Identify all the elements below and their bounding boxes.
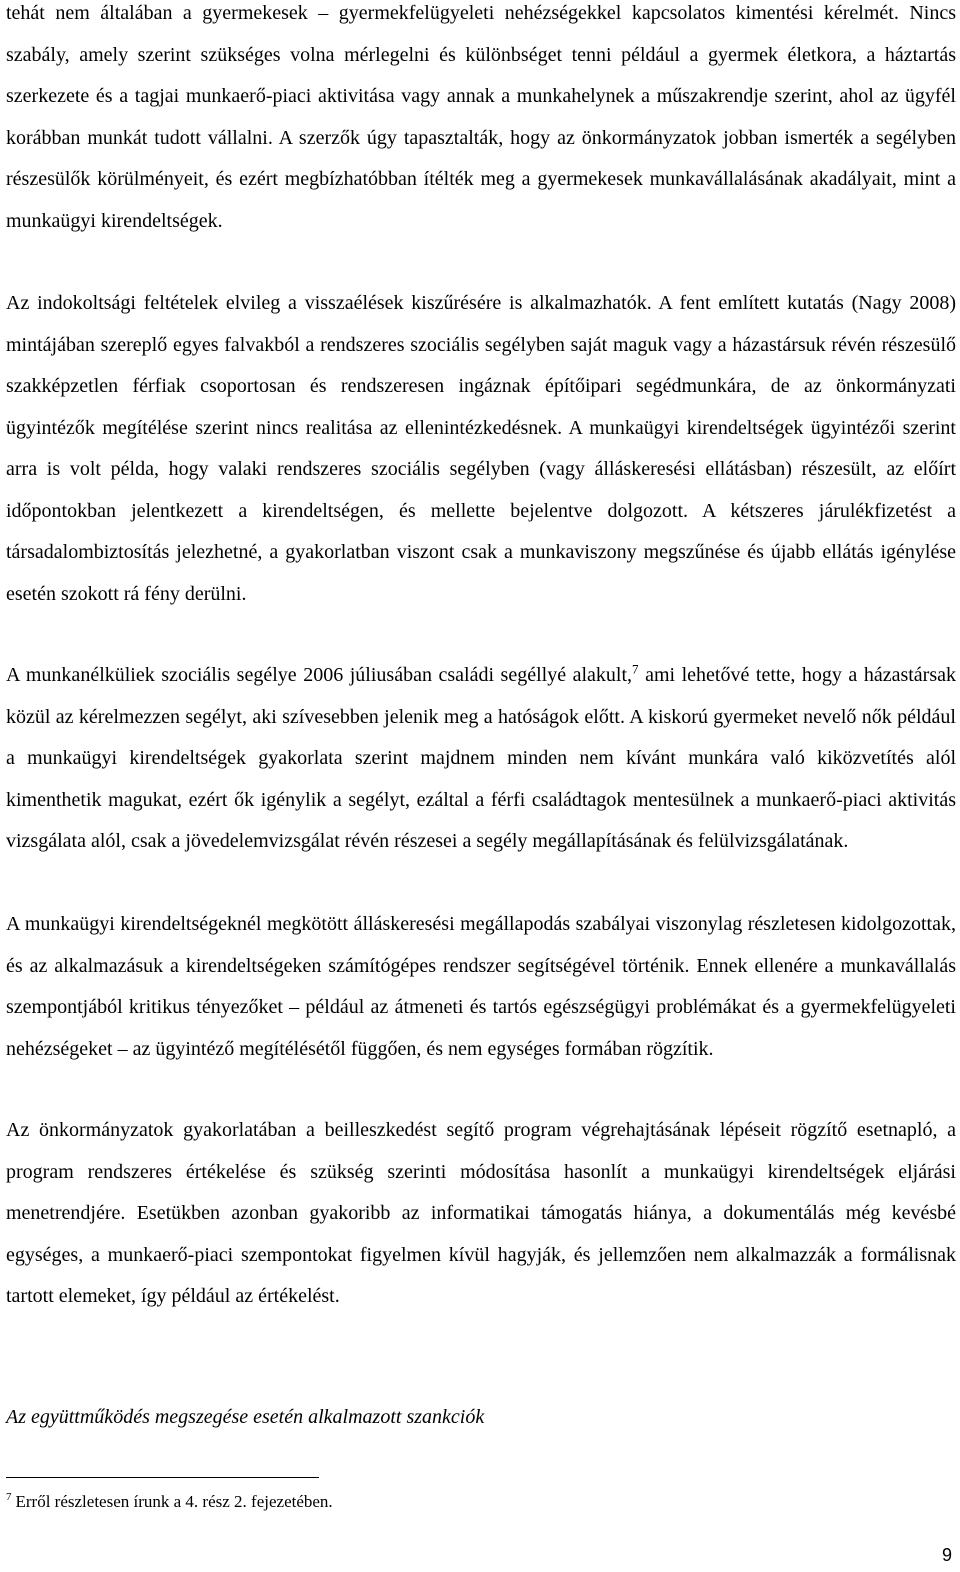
paragraph-3-text-start: A munkanélküliek szociális segélye 2006 júliusában családi segéllyé alakult, [6, 664, 633, 686]
page-number: 9 [941, 1545, 952, 1565]
footnote-separator [6, 1477, 319, 1478]
section-heading: Az együttműködés megszegése esetén alkalmazott szankciók [6, 1406, 485, 1428]
body-paragraph-2: Az indokoltsági feltételek elvileg a visszaélések kiszűrésére is alkalmazhatók. A fent említett kutatás (Nagy 2008) mintájában szereplő egyes falvakból a rendszeres szociális segélyben saját maguk vagy a házastársuk révén részesülő szakképzetlen férfiak csoportosan és rendszeresen ingáznak építőipari segédmunkára, de az önkormányzati ügyintézők megítélése szerint nincs realitása az ellenintézkedésnek. A munkaügyi kirendeltségek ügyintézői szerint arra is volt példa, hogy valaki rendszeres szociális segélyben (vagy álláskeresési ellátásban) részesült, az előírt időpontokban jelentkezett a kirendeltségen, és mellette bejelentve dolgozott. A kétszeres járulékfizetést a társadalombiztosítás jelezhetné, a gyakorlatban viszont csak a munkaviszony megszűnése és újabb ellátás igénylése esetén szokott rá fény derülni. [6, 292, 956, 605]
body-paragraph-3 [6, 655, 956, 863]
body-paragraph-5: Az önkormányzatok gyakorlatában a beilleszkedést segítő program végrehajtásának lépéseit rögzítő esetnapló, a program rendszeres értékelése és szükség szerinti módosítása hasonlít a munkaügyi kirendeltségek eljárási menetrendjére. Esetükben azonban gyakoribb az informatikai támogatás hiánya, a dokumentálás még kevésbé egységes, a munkaerő-piaci szempontokat figyelmen kívül hagyják, és jellemzően nem alkalmazzák a formálisnak tartott elemeket, így például az értékelést. [6, 1119, 956, 1307]
body-paragraph-4: A munkaügyi kirendeltségeknél megkötött álláskeresési megállapodás szabályai viszonylag részletesen kidolgozottak, és az alkalmazásuk a kirendeltségeken számítógépes rendszer segítségével történik. Ennek ellenére a munkavállalás szempontjából kritikus tényezőket – például az átmeneti és tartós egészségügyi problémákat és a gyermekfelügyeleti nehézségeket – az ügyintéző megítélésétől függően, és nem egységes formában rögzítik. [6, 913, 956, 1060]
footnote-reference: 7 [632, 661, 639, 677]
footnote [6, 1490, 333, 1514]
footnote-text: Erről részletesen írunk a 4. rész 2. fejezetében. [15, 1492, 333, 1511]
body-paragraph-1: tehát nem általában a gyermekesek – gyermekfelügyeleti nehézségekkel kapcsolatos kimentési kérelmét. Nincs szabály, amely szerint szükséges volna mérlegelni és különbséget tenni például a gyermek életkora, a háztartás szerkezete és a tagjai munkaerő-piaci aktivitása vagy annak a munkahelynek a műszakrendje szerint, ahol az ügyfél korábban munkát tudott vállalni. A szerzők úgy tapasztalták, hogy az önkormányzatok jobban ismerték a segélyben részesülők körülményeit, és ezért megbízhatóbban ítélték meg a gyermekesek munkavállalásának akadályait, mint a munkaügyi kirendeltségek. [6, 2, 956, 232]
footnote-mark: 7 [6, 1491, 12, 1504]
paragraph-3-text-end: ami lehetővé tette, hogy a házastársak közül az kérelmezzen segélyt, aki szívesebben jelenik meg a hatóságok előtt. A kiskorú gyermeket nevelő nők például a munkaügyi kirendeltségek gyakorlata szerint majdnem minden nem kívánt munkára való kiközvetítés alól kimenthetik magukat, ezért ők igénylik a segélyt, ezáltal a férfi családtagok mentesülnek a munkaerő-piaci aktivitás vizsgálata alól, csak a jövedelemvizsgálat révén részesei a segély megállapításának és felülvizsgálatának. [6, 664, 956, 852]
